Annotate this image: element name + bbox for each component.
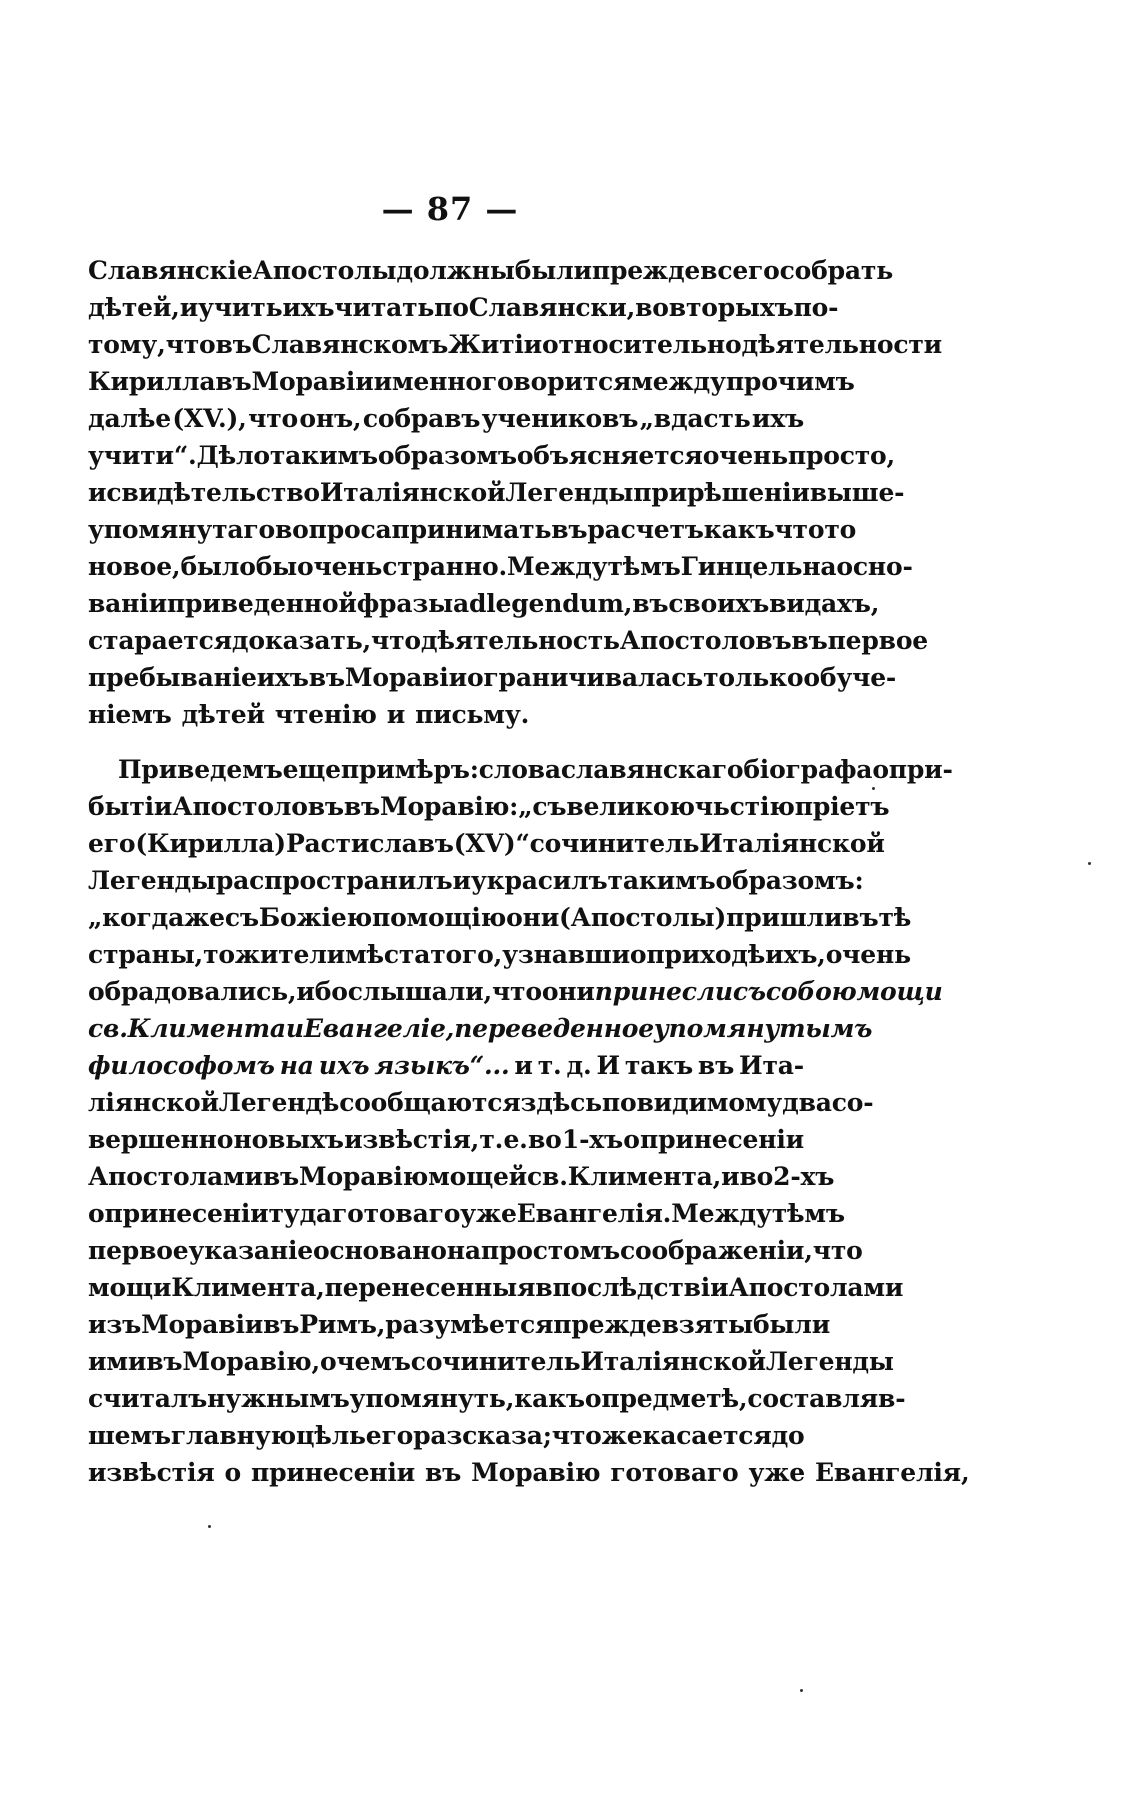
text-line xyxy=(88,474,905,511)
word: Апостолами xyxy=(88,1162,263,1191)
word: въ xyxy=(215,330,252,359)
word: приведенной xyxy=(166,589,357,618)
word: вторыхъ xyxy=(668,293,794,322)
word: 1-хъ xyxy=(561,1125,623,1154)
word: ими xyxy=(88,1347,147,1376)
body-text xyxy=(88,252,970,1491)
word: уже xyxy=(748,1458,805,1487)
word: первое xyxy=(827,626,929,655)
word: рѣшеніи xyxy=(686,478,810,507)
word: ніемъ xyxy=(88,700,172,729)
text-line xyxy=(88,936,911,973)
word: въ xyxy=(215,367,252,396)
word: новыхъ xyxy=(233,1125,344,1154)
word: на xyxy=(279,1051,314,1080)
word: (Кирилла) xyxy=(135,829,286,858)
word: два xyxy=(782,1088,832,1117)
text-line xyxy=(88,252,893,289)
text-line xyxy=(88,1380,906,1417)
word: такимъ xyxy=(607,866,716,895)
word: было xyxy=(180,552,256,581)
word: чемъ xyxy=(336,1347,411,1376)
word: извѣстія xyxy=(88,1458,215,1487)
word: о xyxy=(584,1384,602,1413)
word: что xyxy=(774,515,825,544)
word: и xyxy=(452,866,471,895)
word: примѣръ: xyxy=(340,755,479,784)
text-line xyxy=(88,289,839,326)
word: были xyxy=(752,1310,831,1339)
text-line xyxy=(88,1121,804,1158)
word: и xyxy=(285,1014,304,1043)
word: фразы xyxy=(356,589,453,618)
word: (Апостолы) xyxy=(559,903,727,932)
word: между xyxy=(631,367,726,396)
text-line xyxy=(88,363,855,400)
word: Житіи xyxy=(448,330,543,359)
word: учити“. xyxy=(88,441,197,470)
text-line xyxy=(88,788,890,825)
word: Легенды xyxy=(505,478,634,507)
word: должны xyxy=(396,256,515,285)
word: собравъ xyxy=(362,404,481,433)
word: Евангелія. xyxy=(516,1199,672,1228)
text-line xyxy=(88,326,943,363)
text-line xyxy=(88,1010,873,1047)
word: Моравіи xyxy=(141,1310,264,1339)
word: дѣятельность xyxy=(420,626,620,655)
word: что xyxy=(491,977,542,1006)
print-speck xyxy=(1088,862,1091,865)
word: собрать xyxy=(779,256,893,285)
word: во xyxy=(739,1162,774,1191)
word: св. xyxy=(88,1014,128,1043)
word: ихъ xyxy=(256,663,309,692)
word: его xyxy=(365,1421,414,1450)
word: слова xyxy=(478,755,561,784)
word: Евангелія, xyxy=(815,1458,970,1487)
word: ибо xyxy=(296,977,348,1006)
word: Легенды xyxy=(88,866,216,895)
word: прежде xyxy=(591,256,701,285)
word: жители xyxy=(234,940,345,969)
word: тому, xyxy=(88,330,166,359)
word: шемъ xyxy=(88,1421,171,1450)
word: ихъ, xyxy=(765,940,826,969)
word: о xyxy=(224,1458,242,1487)
text-line xyxy=(88,825,885,862)
word: на xyxy=(802,552,837,581)
word: того, xyxy=(430,940,503,969)
word: доказать, xyxy=(231,626,371,655)
word: въ xyxy=(791,626,828,655)
word: готоваго xyxy=(332,1199,461,1228)
word: вопроса xyxy=(274,515,392,544)
word: Легенды xyxy=(765,1347,894,1376)
word: чьстію xyxy=(694,792,795,821)
word: выше- xyxy=(809,478,905,507)
word: въ xyxy=(308,663,345,692)
word: страны, xyxy=(88,940,204,969)
word: объясняется xyxy=(516,441,703,470)
word: именно xyxy=(373,367,482,396)
word: Растиславъ xyxy=(285,829,454,858)
text-line xyxy=(88,1047,804,1084)
word: узнавши xyxy=(502,940,630,969)
word: касается xyxy=(642,1421,772,1450)
word: великою xyxy=(566,792,695,821)
word: „съ xyxy=(518,792,567,821)
text-line xyxy=(88,899,912,936)
word: съ xyxy=(732,977,766,1006)
text-line xyxy=(88,862,864,899)
word: образомъ xyxy=(377,441,517,470)
word: (XV.), xyxy=(172,404,247,433)
word: же xyxy=(601,1421,643,1450)
word: они xyxy=(541,977,595,1006)
word: первое xyxy=(88,1236,189,1265)
print-speck xyxy=(208,1525,211,1528)
word: принесеніи xyxy=(104,1199,269,1228)
word: переведенное xyxy=(454,1014,654,1043)
word: читать xyxy=(334,293,435,322)
word: считалъ xyxy=(88,1384,208,1413)
word: е. xyxy=(503,1125,528,1154)
word: упомянутымъ xyxy=(653,1014,873,1043)
word: соображеніи, xyxy=(620,1236,813,1265)
word: т. xyxy=(479,1125,504,1154)
text-line xyxy=(88,1454,970,1491)
word: приходѣ xyxy=(646,940,766,969)
word: письму. xyxy=(415,700,530,729)
text-line xyxy=(88,511,857,548)
text-line xyxy=(88,1306,831,1343)
word: прочимъ xyxy=(725,367,855,396)
word: цѣль xyxy=(295,1421,366,1450)
word: во xyxy=(635,293,669,322)
word: говорится xyxy=(481,367,632,396)
text-line xyxy=(88,1084,874,1121)
text-line xyxy=(88,1269,904,1306)
word: Италіянской xyxy=(319,478,506,507)
word: о xyxy=(629,940,647,969)
word: очень xyxy=(297,552,383,581)
word: Италіянской xyxy=(699,829,885,858)
text-line xyxy=(88,1232,863,1269)
word: философомъ xyxy=(88,1051,275,1080)
word: всего xyxy=(700,256,780,285)
word: Моравіи xyxy=(251,367,374,396)
word: ихъ xyxy=(318,1051,370,1080)
word: простомъ xyxy=(480,1236,621,1265)
word: сочинитель xyxy=(529,829,700,858)
word: при xyxy=(633,478,687,507)
word: „когда xyxy=(88,903,185,932)
word: здѣсь xyxy=(520,1088,602,1117)
word: въ xyxy=(697,1051,735,1080)
word: сочинитель xyxy=(410,1347,581,1376)
word: новое, xyxy=(88,552,181,581)
word: принесеніи xyxy=(251,1458,416,1487)
word: Моравію, xyxy=(182,1347,320,1376)
word: только xyxy=(703,663,804,692)
word: ad xyxy=(452,589,487,618)
word: Приведемъ xyxy=(118,755,283,784)
word: Ита- xyxy=(739,1051,804,1080)
text-line xyxy=(88,696,804,733)
word: что xyxy=(551,1421,602,1450)
word: далѣе xyxy=(88,404,171,433)
word: что xyxy=(248,404,298,433)
word: ваніи xyxy=(88,589,167,618)
text-line xyxy=(88,1195,845,1232)
word: чтенію xyxy=(274,700,377,729)
word: тѣ xyxy=(878,903,912,932)
print-speck xyxy=(800,1689,803,1692)
word: (XV)“ xyxy=(453,829,530,858)
word: расчетъ xyxy=(587,515,704,544)
word: въ xyxy=(632,589,669,618)
word: о xyxy=(623,1125,640,1154)
word: готоваго xyxy=(610,1458,739,1487)
word: при- xyxy=(888,755,953,784)
word: по- xyxy=(793,293,839,322)
word: бы xyxy=(255,552,298,581)
word: ихъ xyxy=(751,404,804,433)
word: главную xyxy=(170,1421,296,1450)
word: принесли xyxy=(594,977,733,1006)
word: свидѣтельство xyxy=(106,478,320,507)
word: Между xyxy=(671,1199,772,1228)
word: д. xyxy=(566,1051,592,1080)
text-line xyxy=(88,659,897,696)
word: въ xyxy=(842,903,879,932)
word: Климента, xyxy=(171,1273,325,1302)
word: его xyxy=(88,829,136,858)
word: составляв- xyxy=(747,1384,906,1413)
word: славянскаго xyxy=(560,755,744,784)
word: до xyxy=(771,1421,805,1450)
word: со- xyxy=(831,1088,874,1117)
word: изъ xyxy=(88,1310,142,1339)
word: указаніе xyxy=(188,1236,313,1265)
word: туда xyxy=(268,1199,333,1228)
word: взяты xyxy=(661,1310,753,1339)
word: извѣстія, xyxy=(344,1125,480,1154)
word: „вдасть xyxy=(639,404,751,433)
word: предметѣ, xyxy=(601,1384,748,1413)
word: Моравіи xyxy=(344,663,467,692)
word: тѣмъ xyxy=(771,1199,845,1228)
word: своихъ xyxy=(668,589,770,618)
word: видахъ, xyxy=(769,589,880,618)
word: какъ xyxy=(514,1384,585,1413)
word: прежде xyxy=(553,1310,662,1339)
word: обуче- xyxy=(803,663,897,692)
word: Моравію xyxy=(471,1458,601,1487)
word: ліянской xyxy=(88,1088,219,1117)
word: ограничивалась xyxy=(466,663,704,692)
text-line xyxy=(88,400,804,437)
word: Римъ, xyxy=(299,1310,386,1339)
paragraph-1 xyxy=(88,252,943,733)
word: Климента, xyxy=(567,1162,722,1191)
word: помощію xyxy=(371,903,507,932)
word: украсилъ xyxy=(470,866,608,895)
word: уже xyxy=(460,1199,517,1228)
word: и xyxy=(721,1162,740,1191)
word: осно- xyxy=(836,552,913,581)
word: Легендѣ xyxy=(218,1088,340,1117)
word: legendum, xyxy=(486,589,633,618)
word: 2-хъ xyxy=(773,1162,835,1191)
word: впослѣдствіи xyxy=(535,1273,729,1302)
word: обрадовались, xyxy=(88,977,297,1006)
text-line xyxy=(88,622,929,659)
print-speck xyxy=(872,787,875,790)
word: въ xyxy=(146,1347,183,1376)
word: мѣста xyxy=(344,940,431,969)
word: о xyxy=(872,755,889,784)
word: собою xyxy=(765,977,857,1006)
word: Апостоловъ xyxy=(172,792,344,821)
word: въ xyxy=(425,1458,462,1487)
word: пріетъ xyxy=(794,792,890,821)
text-line xyxy=(88,437,895,474)
word: что xyxy=(165,330,216,359)
word: учить xyxy=(198,293,283,322)
word: Моравію: xyxy=(380,792,519,821)
word: Моравію xyxy=(298,1162,429,1191)
word: распространилъ xyxy=(215,866,453,895)
word: перенесенныя xyxy=(324,1273,536,1302)
word: онъ, xyxy=(299,404,362,433)
word: мощи xyxy=(88,1273,172,1302)
word: въ xyxy=(262,1162,299,1191)
word: Божіею xyxy=(258,903,372,932)
word: старается xyxy=(88,626,232,655)
word: нужнымъ xyxy=(207,1384,350,1413)
word: повидимому xyxy=(601,1088,783,1117)
text-line xyxy=(88,1343,894,1380)
word: Италіянской xyxy=(580,1347,766,1376)
word: принесеніи xyxy=(640,1125,804,1154)
word: разсказа; xyxy=(413,1421,552,1450)
paragraph-gap xyxy=(88,733,804,751)
word: Дѣло xyxy=(196,441,270,470)
word: Гинцель xyxy=(680,552,803,581)
word: въ xyxy=(551,515,588,544)
word: такъ xyxy=(624,1051,693,1080)
word: Климента xyxy=(127,1014,286,1043)
text-line xyxy=(88,751,953,788)
word: И xyxy=(596,1051,620,1080)
word: то xyxy=(203,940,235,969)
text-line xyxy=(88,1158,835,1195)
word: дѣтей xyxy=(181,700,265,729)
word: пребываніе xyxy=(88,663,257,692)
word: и xyxy=(179,293,199,322)
word: Славянскомъ xyxy=(251,330,449,359)
word: учениковъ xyxy=(481,404,639,433)
word: что xyxy=(371,626,421,655)
word: упомянуть, xyxy=(349,1384,515,1413)
word: мощей xyxy=(428,1162,527,1191)
word: принимать xyxy=(391,515,552,544)
text-line xyxy=(88,585,880,622)
word: сообщаются xyxy=(339,1088,521,1117)
text-line xyxy=(88,1417,804,1454)
word: образомъ: xyxy=(715,866,864,895)
word: Между xyxy=(506,552,608,581)
word: слышали, xyxy=(347,977,492,1006)
word: очень xyxy=(702,441,788,470)
page-number: — 87 — xyxy=(381,190,519,228)
word: разумѣется xyxy=(385,1310,554,1339)
word: и xyxy=(514,1051,533,1080)
word: еще xyxy=(282,755,341,784)
word: и xyxy=(88,478,107,507)
word: т. xyxy=(537,1051,562,1080)
word: такимъ xyxy=(269,441,378,470)
paragraph-2 xyxy=(88,751,970,1491)
word: о xyxy=(320,1347,337,1376)
word: Славянски, xyxy=(468,293,636,322)
word: упомянутаго xyxy=(88,515,275,544)
word: въ xyxy=(263,1310,300,1339)
word: бытіи xyxy=(88,792,173,821)
word: въ xyxy=(343,792,381,821)
word: съ xyxy=(224,903,259,932)
word: очень xyxy=(825,940,911,969)
word: Апостолы xyxy=(252,256,397,285)
word: просто, xyxy=(787,441,895,470)
word: дѣятельности xyxy=(741,330,943,359)
word: странно. xyxy=(382,552,507,581)
word: Славянскіе xyxy=(88,256,253,285)
word: что xyxy=(812,1236,863,1265)
word: же xyxy=(184,903,225,932)
word: Апостоловъ xyxy=(619,626,792,655)
word: и xyxy=(386,700,406,729)
word: Апостолами xyxy=(728,1273,904,1302)
word: Евангеліе, xyxy=(303,1014,455,1043)
text-line xyxy=(88,548,913,585)
text-line xyxy=(88,973,943,1010)
word: ихъ xyxy=(282,293,335,322)
word: о xyxy=(88,1199,105,1228)
word: на xyxy=(446,1236,481,1265)
word: по xyxy=(434,293,469,322)
word: какъ xyxy=(703,515,775,544)
word: были xyxy=(514,256,592,285)
word: основано xyxy=(312,1236,447,1265)
word: тѣмъ xyxy=(607,552,681,581)
word: то xyxy=(824,515,857,544)
word: языкъ“... xyxy=(374,1051,510,1080)
word: св. xyxy=(527,1162,568,1191)
word: пришли xyxy=(726,903,843,932)
word: они xyxy=(506,903,560,932)
word: дѣтей, xyxy=(88,293,180,322)
word: Кирилла xyxy=(88,367,216,396)
word: мощи xyxy=(856,977,943,1006)
word: вершенно xyxy=(88,1125,234,1154)
word: біографа xyxy=(743,755,873,784)
word: относительно xyxy=(542,330,742,359)
word: во xyxy=(527,1125,562,1154)
